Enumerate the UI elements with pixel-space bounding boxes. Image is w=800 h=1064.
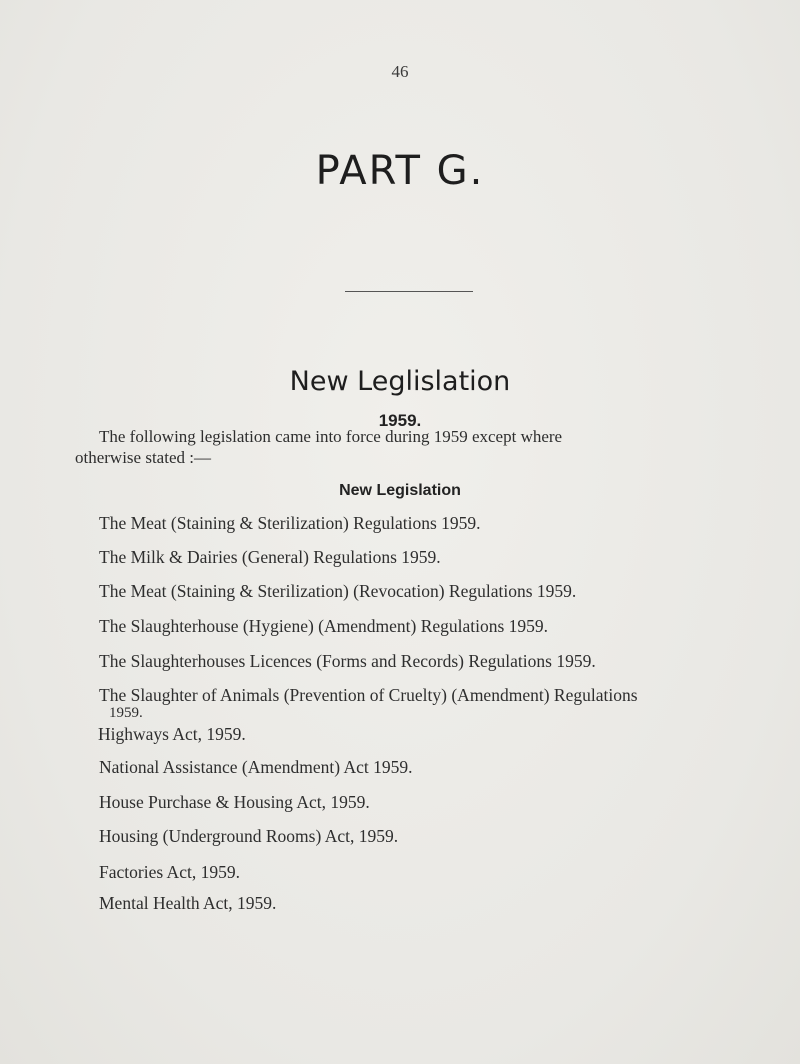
list-item [99, 826, 398, 847]
list-item [99, 862, 240, 883]
list-item-text: The Meat (Staining & Sterilization) (Revocation) Regulations 1959. [99, 581, 577, 601]
list-item [99, 513, 481, 534]
list-item-text: The Slaughterhouses Licences (Forms and Records) Regulations 1959. [99, 651, 596, 671]
list-item [99, 581, 576, 602]
list-item-text: The Milk & Dairies (General) Regulations 1959. [99, 547, 441, 567]
list-item-text: National Assistance (Amendment) Act 1959. [99, 757, 413, 777]
list-item-text: Highways Act, 1959. [98, 724, 246, 744]
list-item-text: Housing (Underground Rooms) Act, 1959. [99, 826, 399, 846]
horizontal-rule [345, 291, 473, 292]
list-item-continuation: 1959. [109, 705, 143, 721]
year-heading: 1959. [378, 411, 422, 430]
list-item [98, 724, 246, 745]
intro-line-1: The following legislation came into force during 1959 except where [99, 427, 563, 446]
list-item [99, 547, 441, 568]
list-item-text: Mental Health Act, 1959. [99, 893, 277, 913]
list-item-text: The Slaughterhouse (Hygiene) (Amendment) Regulations 1959. [99, 616, 549, 636]
section-title: New Leglislation [289, 366, 511, 397]
intro-line-2: otherwise stated :— [75, 448, 211, 467]
part-title: PART G. [315, 148, 485, 194]
list-item [99, 757, 412, 778]
list-item-text: House Purchase & Housing Act, 1959. [99, 792, 370, 812]
page-number: 46 [391, 62, 409, 81]
list-item [99, 616, 548, 637]
intro-paragraph [75, 426, 775, 468]
list-item-text: The Meat (Staining & Sterilization) Regulations 1959. [99, 513, 481, 533]
list-item-text: The Slaughter of Animals (Prevention of Cruelty) (Amendment) Regulations [99, 685, 638, 705]
sub-heading: New Legislation [339, 482, 461, 499]
list-item [99, 685, 638, 720]
list-item [99, 792, 370, 813]
list-item-text: Factories Act, 1959. [99, 862, 240, 882]
list-item [99, 893, 276, 914]
list-item [99, 651, 596, 672]
